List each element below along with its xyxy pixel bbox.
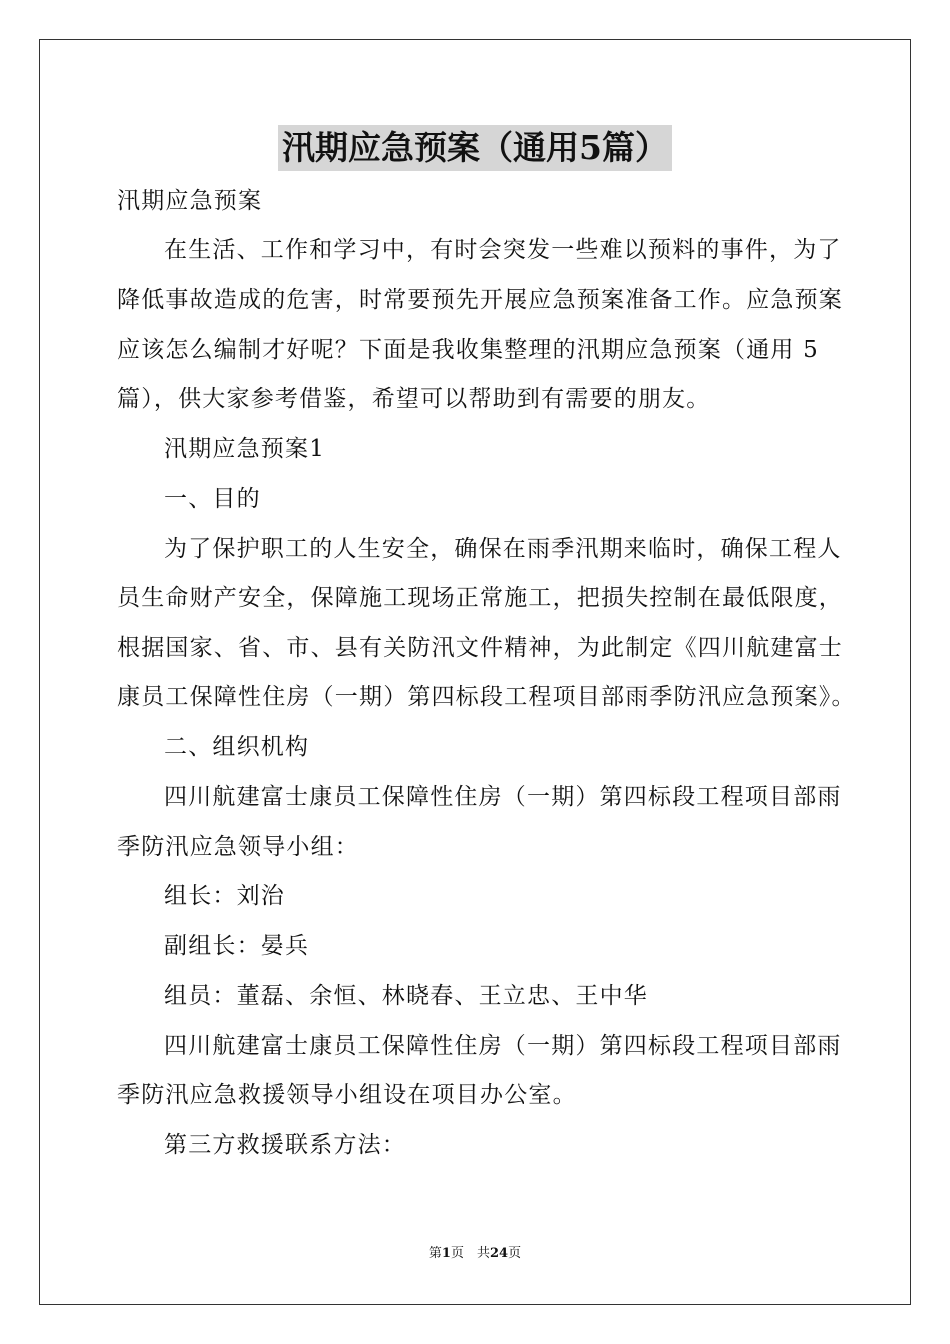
paragraph-line: 康员工保障性住房（一期）第四标段工程项目部雨季防汛应急预案》。 — [117, 684, 856, 710]
paragraph-line: 根据国家、省、市、县有关防汛文件精神，为此制定《四川航建富士 — [117, 635, 843, 661]
paragraph-line: 第三方救援联系方法： — [164, 1132, 406, 1158]
item-heading: 一、目的 — [164, 486, 261, 512]
footer-mid: 页 共 — [450, 1246, 490, 1261]
page-footer — [0, 1245, 950, 1263]
paragraph-line: 应该怎么编制才好呢？下面是我收集整理的汛期应急预案（通用 5 — [117, 337, 819, 363]
paragraph-line: 四川航建富士康员工保障性住房（一期）第四标段工程项目部雨 — [164, 784, 842, 810]
paragraph-line: 副组长：晏兵 — [164, 933, 310, 959]
document-title: 汛期应急预案（通用5篇） — [278, 125, 672, 171]
paragraph-line: 降低事故造成的危害，时常要预先开展应急预案准备工作。应急预案 — [117, 287, 843, 313]
paragraph-line: 篇），供大家参考借鉴，希望可以帮助到有需要的朋友。 — [117, 386, 711, 412]
footer-current-page: 1 — [441, 1246, 451, 1261]
footer-suffix: 页 — [508, 1246, 522, 1261]
item-heading: 二、组织机构 — [164, 734, 310, 760]
paragraph-line: 组员：董磊、余恒、林晓春、王立忠、王中华 — [164, 983, 648, 1009]
subsection-heading: 汛期应急预案1 — [164, 436, 326, 462]
title-container — [0, 125, 950, 171]
footer-total-pages: 24 — [489, 1246, 509, 1261]
paragraph-line: 四川航建富士康员工保障性住房（一期）第四标段工程项目部雨 — [164, 1033, 842, 1059]
footer-prefix: 第 — [428, 1246, 442, 1261]
section-heading: 汛期应急预案 — [117, 188, 263, 214]
paragraph-line: 员生命财产安全，保障施工现场正常施工，把损失控制在最低限度， — [117, 585, 843, 611]
paragraph-line: 为了保护职工的人生安全，确保在雨季汛期来临时，确保工程人 — [164, 536, 842, 562]
paragraph-line: 季防汛应急救援领导小组设在项目办公室。 — [117, 1082, 577, 1108]
paragraph-line: 组长：刘治 — [164, 883, 285, 909]
paragraph-line: 季防汛应急领导小组： — [117, 834, 359, 860]
paragraph-line: 在生活、工作和学习中，有时会突发一些难以预料的事件，为了 — [164, 237, 842, 263]
page-border — [39, 39, 911, 1305]
